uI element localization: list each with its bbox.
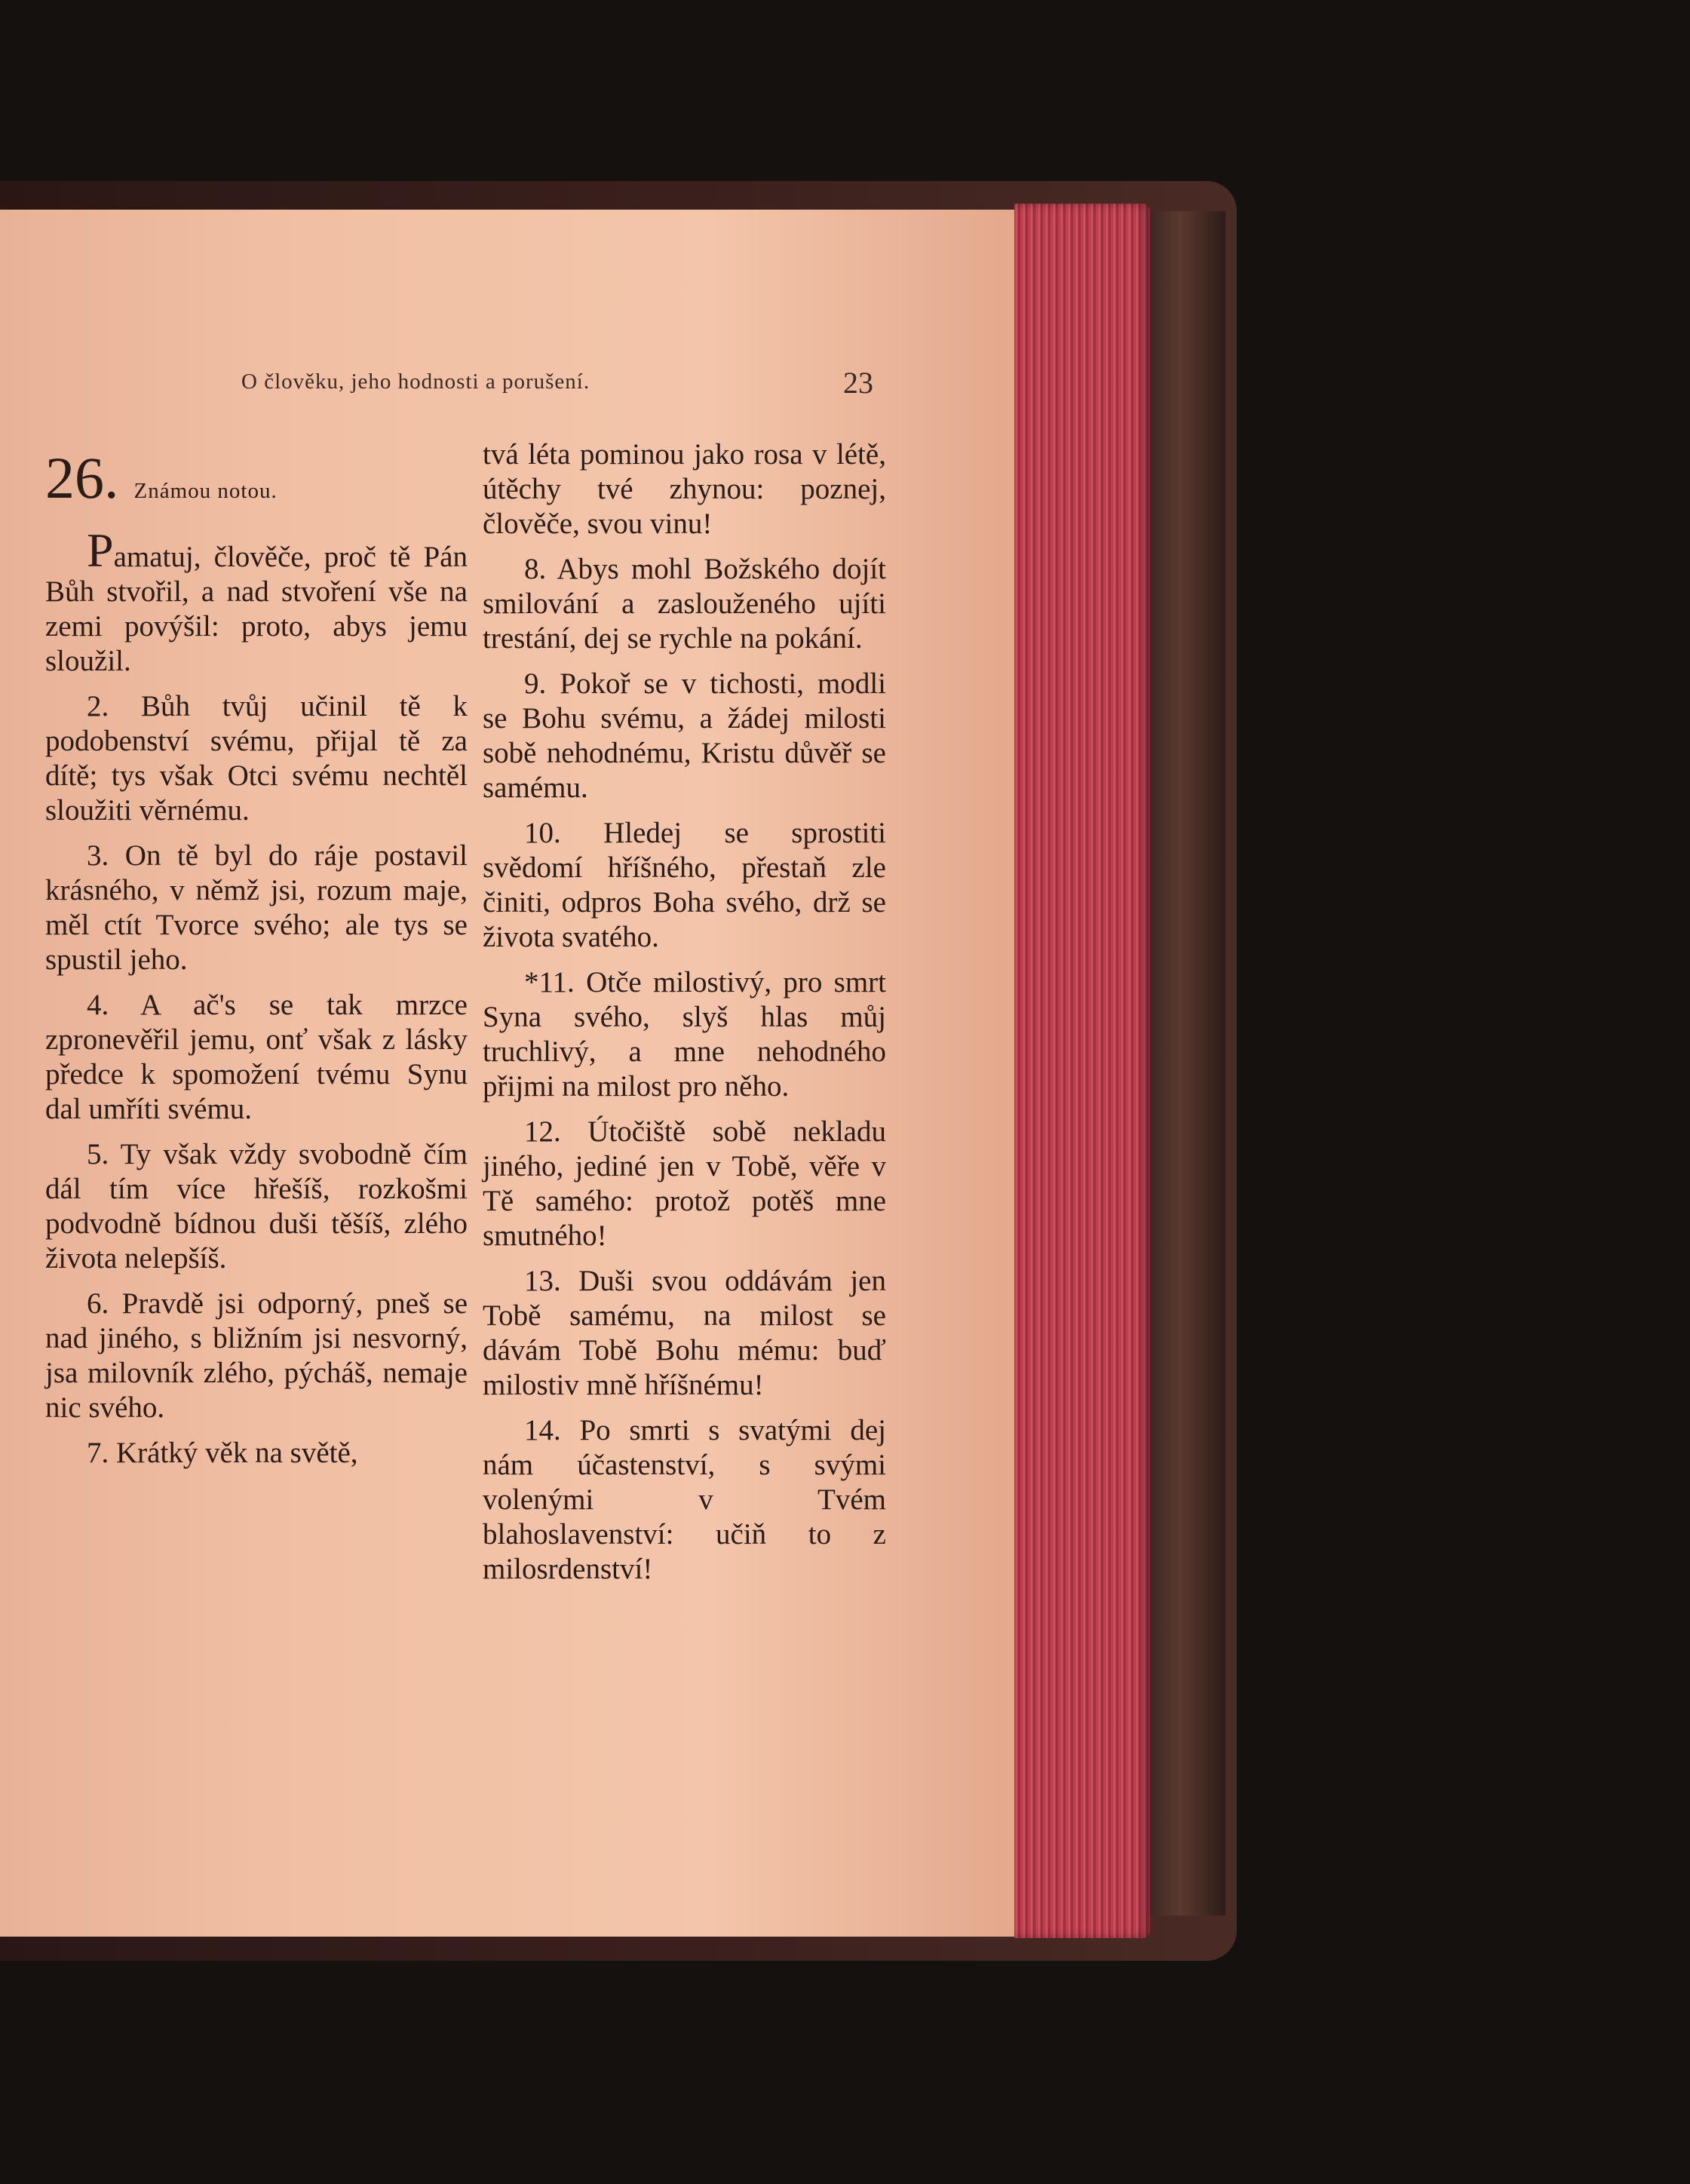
hymn-number: 26. xyxy=(45,445,119,511)
drop-cap: P xyxy=(87,523,114,577)
verse-7-continued: tvá léta pominou jako rosa v létě, útěchy tvé zhynou: poznej, člověče, svou vinu! xyxy=(483,438,886,540)
book-spine-edge xyxy=(1150,211,1225,1916)
left-column xyxy=(45,445,468,1481)
verse-13: 13. Duši svou oddávám jen Tobě samému, na milost se dávám Tobě Bohu mému: buď milostiv mně hříšnému! xyxy=(483,1265,886,1401)
verse-8: 8. Abys mohl Božského dojít smilování a zaslouženého ujíti trestání, dej se rychle na pokání. xyxy=(483,553,886,655)
verse-6: 6. Pravdě jsi odporný, pneš se nad jiného, s bližním jsi nesvorný, jsa milovník zlého, pýcháš, nemaje nic svého. xyxy=(45,1287,468,1424)
verse-2: 2. Bůh tvůj učinil tě k podobenství svému, přijal tě za dítě; tys však Otci svému nechtěl sloužiti věrnému. xyxy=(45,690,468,827)
running-head: O člověku, jeho hodnosti a porušení. xyxy=(241,370,590,394)
hymn-header xyxy=(45,445,468,511)
verse-14: 14. Po smrti s svatými dej nám účastenství, s svými volenými v Tvém blahoslavenství: učiň to z milosrdenství! xyxy=(483,1414,886,1585)
verse-10: 10. Hledej se sprostiti svědomí hříšného, přestaň zle činiti, odpros Boha svého, drž se života svatého. xyxy=(483,817,886,953)
verse-1 xyxy=(45,523,468,679)
verse-9: 9. Pokoř se v tichosti, modli se Bohu svému, a žádej milosti sobě nehodnému, Kristu důvěř se samému. xyxy=(483,667,886,804)
right-column xyxy=(483,437,886,1597)
verse-1-text: amatuj, člověče, proč tě Pán Bůh stvořil, a nad stvoření vše na zemi povýšil: proto, abys jemu sloužil. xyxy=(45,541,468,677)
verse-12: 12. Útočiště sobě nekladu jiného, jediné jen v Tobě, věře v Tě samého: protož potěš mne smutného! xyxy=(483,1115,886,1252)
hymn-melody: Známou notou. xyxy=(133,479,278,503)
verse-3: 3. On tě byl do ráje postavil krásného, v němž jsi, rozum maje, měl ctít Tvorce svého; ale tys se spustil jeho. xyxy=(45,839,468,976)
verse-7-start: 7. Krátký věk na světě, xyxy=(87,1437,358,1469)
book-page xyxy=(0,210,1014,1937)
verse-4: 4. A ač's se tak mrzce zpronevěřil jemu, onť však z lásky předce k spomožení tvému Synu dal umříti svému. xyxy=(45,989,468,1125)
verse-5: 5. Ty však vždy svobodně čím dál tím více hřešíš, rozkošmi podvodně bídnou duši těšíš, zlého života nelepšíš. xyxy=(45,1138,468,1275)
page-number: 23 xyxy=(843,366,873,400)
verse-11: *11. Otče milostivý, pro smrt Syna svého, slyš hlas můj truchlivý, a mne nehodného přijmi na milost pro něho. xyxy=(483,966,886,1103)
page-edges-red xyxy=(1014,204,1150,1938)
